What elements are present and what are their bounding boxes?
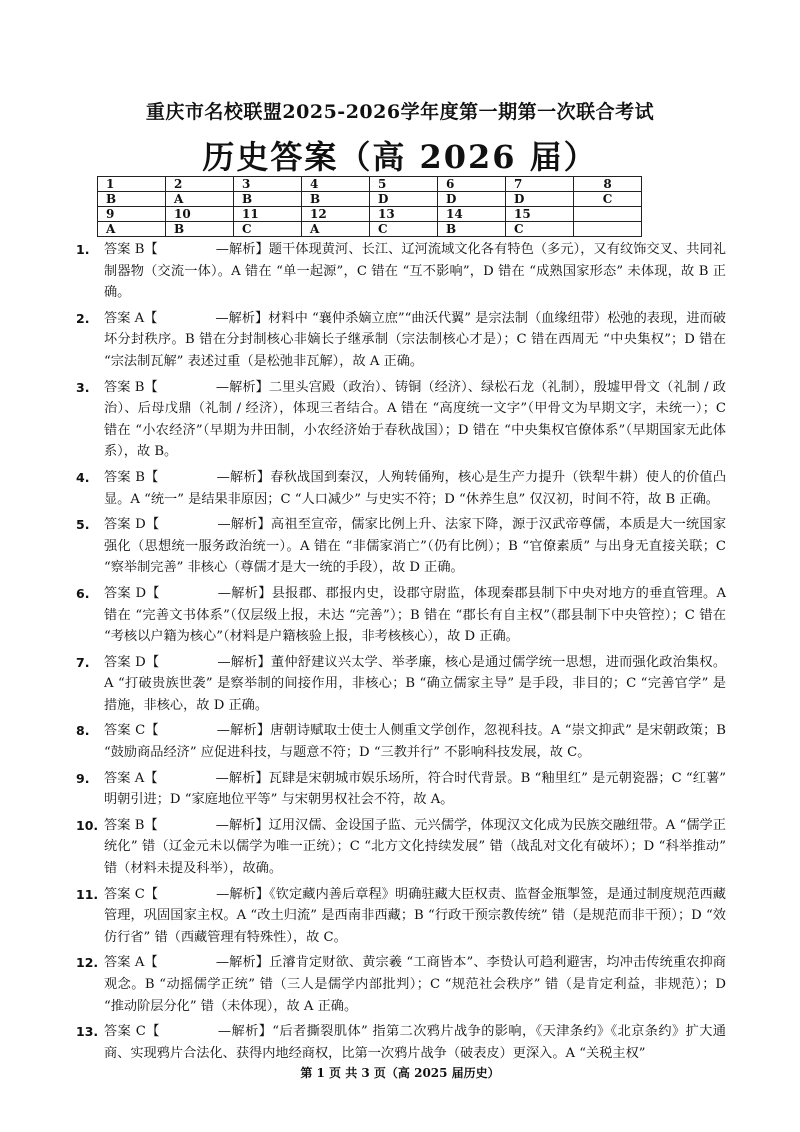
item-body (104, 768, 726, 811)
item-explanation: —解析】《钦定藏内善后章程》明确驻藏大臣权责、监督金瓶掣签，是通过制度规范西藏管理，巩固国家主权。A “改土归流” 是西南非西藏；B “行政干预宗教传统” 错（是规范而非干预）；D “效仿行省” 错（西藏管理有特殊性），故 C。 (104, 886, 726, 945)
item-number: 12. (76, 955, 99, 971)
table-cell: B (166, 222, 234, 237)
question-number-row (98, 207, 642, 222)
table-cell: 6 (438, 177, 506, 192)
table-cell: B (234, 192, 302, 207)
item-explanation: —解析】高祖至宣帝，儒家比例上升、法家下降，源于汉武帝尊儒，本质是大一统国家强化（思想统一服务政治统一）。A 错在 “非儒家消亡”（仍有比例）；B “官僚素质” 与出身无直接关联；C “察举制完善” 非核心（尊儒才是大一统的手段），故 D 正确。 (104, 517, 727, 576)
item-number: 13. (76, 1024, 99, 1040)
item-explanation: —解析】“后者撕裂肌体” 指第二次鸦片战争的影响，《天津条约》《北京条约》扩大通商、实现鸦片合法化、获得内地经商权，比第一次鸦片战争（破表皮）更深入。A “关税主权” (104, 1024, 726, 1061)
table-cell (574, 207, 642, 222)
item-body (104, 720, 726, 763)
table-cell: C (506, 222, 574, 237)
item-number: 9. (76, 770, 90, 786)
table-cell: A (302, 222, 370, 237)
explanation-item (76, 952, 726, 1017)
explanation-item (76, 720, 726, 763)
table-cell: 8 (574, 177, 642, 192)
answer-key-subtitle: 历史答案（高 2026 届） (202, 138, 598, 176)
table-cell: 7 (506, 177, 574, 192)
table-cell: D (370, 192, 438, 207)
item-answer: 答案 A【 (104, 955, 158, 971)
item-explanation: —解析】唐朝诗赋取士使士人侧重文学创作，忽视科技。A “崇文抑武” 是宋朝政策；B “鼓励商品经济” 应促进科技，与题意不符；D “三教并行” 不影响科技发展，故 C。 (104, 723, 726, 761)
item-answer: 答案 A【 (104, 770, 158, 786)
table-cell: 10 (166, 207, 234, 222)
explanation-item (76, 583, 726, 648)
item-body (104, 583, 726, 648)
item-number: 7. (76, 654, 90, 670)
item-body (104, 952, 726, 1017)
table-cell: 1 (98, 177, 166, 192)
table-cell: 5 (370, 177, 438, 192)
explanation-item (76, 377, 726, 463)
item-answer: 答案 C【 (104, 723, 159, 739)
item-answer: 答案 B【 (104, 379, 158, 395)
table-cell: 14 (438, 207, 506, 222)
table-cell: A (166, 192, 234, 207)
explanation-item (76, 815, 726, 880)
explanation-item (76, 514, 726, 579)
table-cell: A (98, 222, 166, 237)
item-explanation: —解析】董仲舒建议兴太学、举孝廉，核心是通过儒学统一思想，进而强化政治集权。A “打破贵族世袭” 是察举制的间接作用，非核心；B “确立儒家主导” 是手段，非目的；C “完善官学” 是措施，非核心，故 D 正确。 (104, 654, 727, 713)
item-answer: 答案 B【 (104, 469, 159, 485)
answer-letter-row (98, 192, 642, 207)
item-answer: 答案 C【 (104, 886, 159, 902)
item-number: 5. (76, 517, 90, 533)
explanation-item (76, 308, 726, 373)
item-explanation: —解析】瓦肆是宋朝城市娱乐场所，符合时代背景。B “釉里红” 是元朝瓷器；C “红薯” 明朝引进；D “家庭地位平等” 与宋朝男权社会不符，故 A。 (104, 770, 727, 808)
item-answer: 答案 B【 (104, 817, 158, 833)
table-cell: 3 (234, 177, 302, 192)
item-answer: 答案 B【 (104, 242, 158, 257)
table-cell: C (234, 222, 302, 237)
question-number-row (98, 177, 642, 192)
item-explanation: —解析】县报郡、郡报内史，设郡守尉监，体现秦郡县制下中央对地方的垂直管理。A 错在 “完善文书体系”（仅层级上报，未达 “完善”）；B 错在 “郡长有自主权”（郡县制下中央管控）；C 错在 “考核以户籍为核心”（材料是户籍核验上报，非考核核心），故 D 正确。 (104, 585, 726, 645)
item-explanation: —解析】题干体现黄河、长江、辽河流域文化各有特色（多元），又有纹饰交叉、共同礼制器物（交流一体）。A 错在 “单一起源”，C 错在 “互不影响”，D 错在 “成熟国家形态” 未体现，故 B 正确。 (104, 242, 726, 301)
item-explanation: —解析】丘濬肯定财欲、黄宗羲 “工商皆本”、李贽认可趋利避害，均冲击传统重农抑商观念。B “动摇儒学正统” 错（三人是儒学内部批判）；C “规范社会秩序” 错（是肯定利益，非规范）；D “推动阶层分化” 错（未体现），故 A 正确。 (104, 955, 726, 1014)
explanation-item (76, 467, 726, 510)
table-cell: B (302, 192, 370, 207)
item-number: 10. (76, 817, 99, 833)
table-cell: 13 (370, 207, 438, 222)
item-body (104, 308, 726, 373)
item-body (104, 652, 726, 717)
item-answer: 答案 D【 (104, 585, 160, 601)
item-number: 8. (76, 723, 90, 739)
table-cell: D (438, 192, 506, 207)
explanation-item (76, 768, 726, 811)
table-cell: 15 (506, 207, 574, 222)
table-cell: 11 (234, 207, 302, 222)
item-body (104, 884, 726, 949)
item-answer: 答案 C【 (104, 1024, 160, 1040)
item-answer: 答案 D【 (104, 654, 160, 670)
item-number: 2. (76, 310, 90, 326)
answer-letter-row (98, 222, 642, 237)
table-cell (574, 222, 642, 237)
table-cell: 12 (302, 207, 370, 222)
item-body (104, 467, 726, 510)
exam-title: 重庆市名校联盟2025-2026学年度第一期第一次联合考试 (145, 101, 655, 123)
page-footer: 第 1 页 共 3 页（高 2025 届历史） (300, 1066, 500, 1080)
table-cell: C (370, 222, 438, 237)
item-explanation: —解析】辽用汉儒、金设国子监、元兴儒学，体现汉文化成为民族交融纽带。A “儒学正统化” 错（辽金元未以儒学为唯一正统）；C “北方文化持续发展” 错（战乱对文化有破坏）；D “科举推动” 错（材料未提及科举），故确。 (104, 817, 726, 877)
item-answer: 答案 D【 (104, 517, 160, 533)
table-cell: D (506, 192, 574, 207)
explanation-item (76, 652, 726, 717)
table-cell: 4 (302, 177, 370, 192)
item-number: 6. (76, 585, 90, 601)
item-number: 4. (76, 469, 90, 485)
explanation-list (76, 239, 726, 1068)
item-number: 1. (76, 242, 90, 257)
explanation-item (76, 1021, 726, 1064)
table-cell: 2 (166, 177, 234, 192)
item-body (104, 815, 726, 880)
item-body (104, 239, 726, 304)
item-explanation: —解析】二里头宫殿（政治）、铸铜（经济）、绿松石龙（礼制），殷墟甲骨文（礼制 / 政治）、后母戊鼎（礼制 / 经济），体现三者结合。A 错在 “高度统一文字”（甲骨文为早期文字，未统一）；C 错在 “小农经济”（早期为井田制，小农经济始于春秋战国）；D 错在 “中央集权官僚体系”（早期国家无此体系），故 B。 (104, 379, 726, 460)
table-cell: B (98, 192, 166, 207)
table-cell: 9 (98, 207, 166, 222)
table-cell: C (574, 192, 642, 207)
item-answer: 答案 A【 (104, 310, 158, 326)
item-number: 11. (76, 886, 99, 902)
item-body (104, 1021, 726, 1064)
item-body (104, 377, 726, 463)
table-cell: B (438, 222, 506, 237)
answer-table (97, 176, 642, 237)
item-body (104, 514, 726, 579)
item-explanation: —解析】春秋战国到秦汉，人殉转俑殉，核心是生产力提升（铁犁牛耕）使人的价值凸显。A “统一” 是结果非原因；C “人口减少” 与史实不符；D “休养生息” 仅汉初，时间不符，故 B 正确。 (104, 469, 726, 507)
item-number: 3. (76, 379, 90, 395)
explanation-item (76, 239, 726, 304)
explanation-item (76, 884, 726, 949)
item-explanation: —解析】材料中 “襄仲杀嫡立庶”“曲沃代翼” 是宗法制（血缘纽带）松弛的表现，进而破坏分封秩序。B 错在分封制核心非嫡长子继承制（宗法制核心才是）；C 错在西周无 “中央集权”；D 错在 “宗法制瓦解” 表述过重（是松弛非瓦解），故 A 正确。 (104, 310, 726, 369)
